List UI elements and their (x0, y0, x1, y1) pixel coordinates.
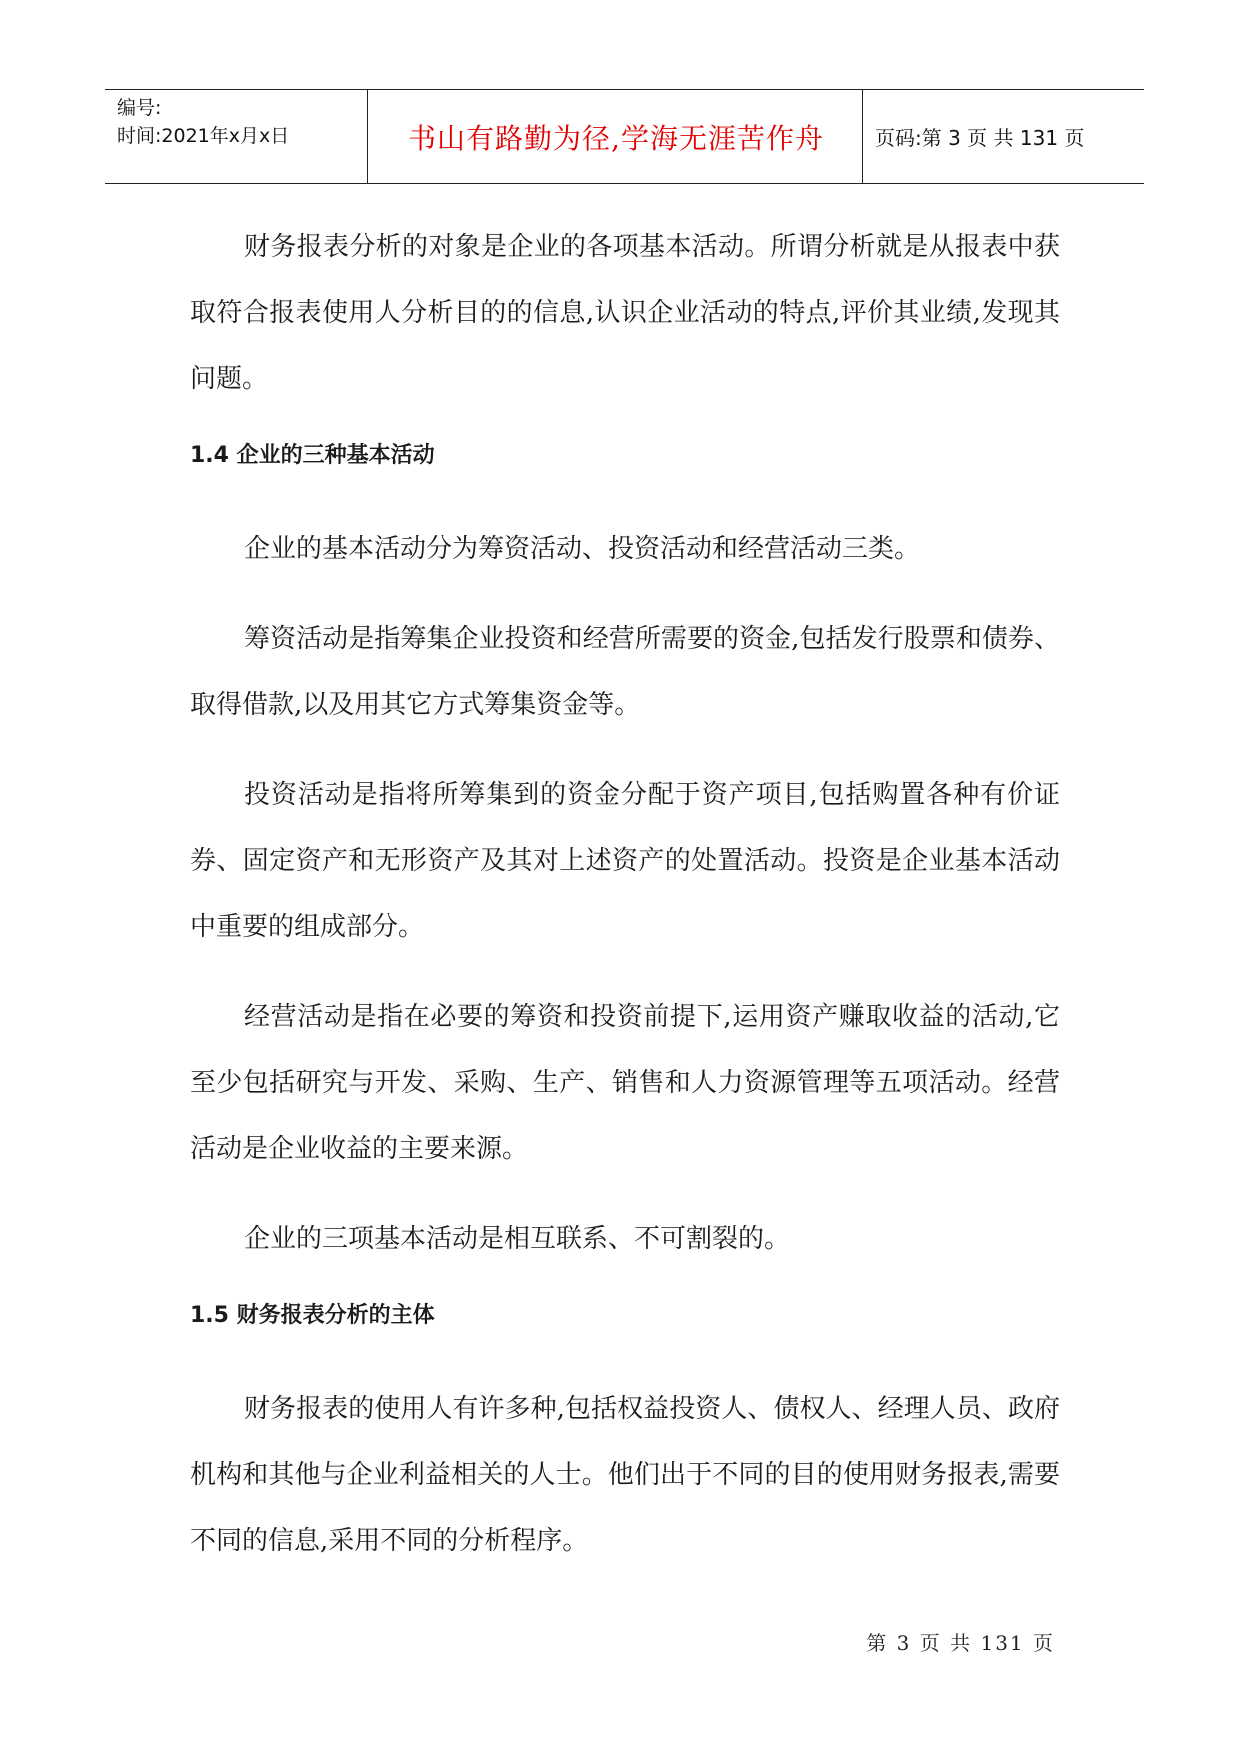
header-motto: 书山有路勤为径,学海无涯苦作舟 (408, 121, 824, 155)
paragraph-financing-activities: 筹资活动是指筹集企业投资和经营所需要的资金,包括发行股票和债券、取得借款,以及用其它方式筹集资金等。 (190, 624, 1060, 720)
paragraph-activities-linked: 企业的三项基本活动是相互联系、不可割裂的。 (244, 1224, 791, 1254)
section-heading-1-5: 1.5 财务报表分析的主体 (190, 1303, 435, 1328)
page-footer-number: 第 3 页 共 131 页 (866, 1631, 1055, 1655)
header-page-code: 页码:第 3 页 共 131 页 (875, 126, 1085, 150)
paragraph-analysis-object: 财务报表分析的对象是企业的各项基本活动。所谓分析就是从报表中获取符合报表使用人分析目的的信息,认识企业活动的特点,评价其业绩,发现其问题。 (190, 232, 1060, 394)
section-heading-1-4: 1.4 企业的三种基本活动 (190, 443, 435, 468)
document-header (105, 89, 1144, 184)
paragraph-report-users: 财务报表的使用人有许多种,包括权益投资人、债权人、经理人员、政府机构和其他与企业利益相关的人士。他们出于不同的目的使用财务报表,需要不同的信息,采用不同的分析程序。 (190, 1394, 1060, 1556)
document-body (190, 214, 1060, 1598)
header-divider-right (862, 90, 863, 183)
paragraph-basic-activities: 企业的基本活动分为筹资活动、投资活动和经营活动三类。 (244, 534, 921, 564)
document-date: 时间:2021年x月x日 (117, 125, 290, 147)
document-number-label: 编号: (117, 97, 162, 119)
paragraph-operating-activities: 经营活动是指在必要的筹资和投资前提下,运用资产赚取收益的活动,它至少包括研究与开发、采购、生产、销售和人力资源管理等五项活动。经营活动是企业收益的主要来源。 (190, 1002, 1060, 1164)
paragraph-investing-activities: 投资活动是指将所筹集到的资金分配于资产项目,包括购置各种有价证券、固定资产和无形资产及其对上述资产的处置活动。投资是企业基本活动中重要的组成部分。 (190, 780, 1060, 942)
header-meta (117, 94, 367, 150)
header-divider-left (367, 90, 368, 183)
